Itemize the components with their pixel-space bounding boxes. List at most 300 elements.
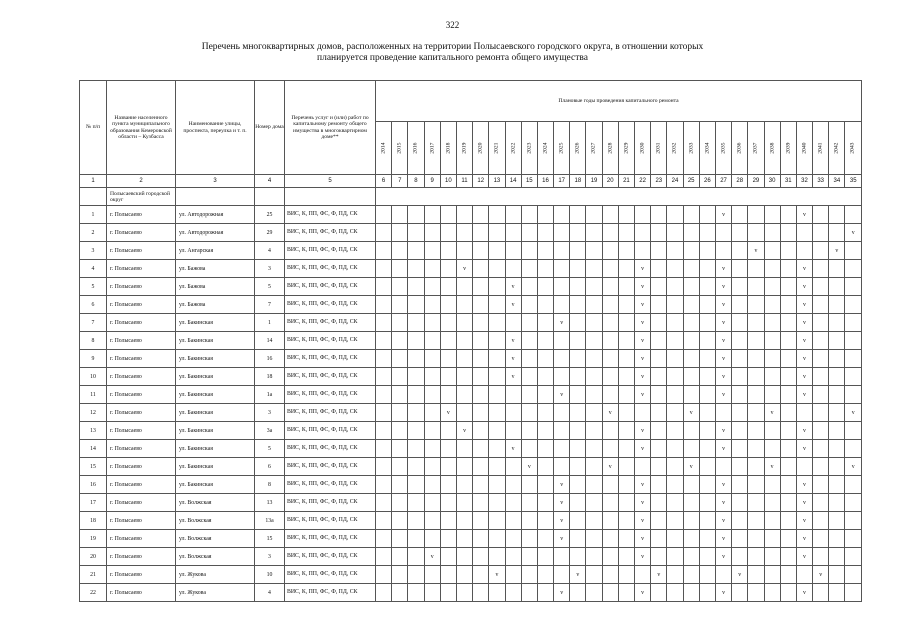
row-number: 17: [80, 494, 107, 512]
house-number: 29: [255, 224, 285, 242]
year-cell: [392, 458, 408, 476]
header-settlement: Название населенного пункта муниципального образования Кемеровской области – Кузбасса: [107, 81, 176, 175]
year-cell: [440, 512, 456, 530]
year-cell: [521, 242, 537, 260]
year-cell: [780, 458, 796, 476]
house-number: 5: [255, 440, 285, 458]
repair-year-mark: v: [796, 440, 812, 458]
year-cell: [699, 584, 715, 602]
column-number: 12: [473, 175, 489, 188]
street-name: ул. Бакинская: [176, 350, 255, 368]
year-header: [376, 122, 392, 175]
year-cell: [554, 206, 570, 224]
year-cell: [683, 476, 699, 494]
year-label: 2028: [607, 142, 614, 154]
year-header: [537, 122, 553, 175]
year-cell: [699, 296, 715, 314]
year-cell: [813, 584, 829, 602]
year-cell: [780, 422, 796, 440]
year-cell: [845, 584, 862, 602]
year-cell: [392, 512, 408, 530]
year-cell: [424, 278, 440, 296]
year-cell: [618, 242, 634, 260]
year-cell: [796, 566, 812, 584]
year-cell: [715, 242, 731, 260]
row-number: 7: [80, 314, 107, 332]
year-cell: [602, 368, 618, 386]
settlement-name: г. Полысаево: [107, 476, 176, 494]
year-cell: [392, 548, 408, 566]
house-number: 13: [255, 494, 285, 512]
year-label: 2031: [655, 142, 662, 154]
year-cell: [586, 206, 602, 224]
year-cell: [392, 368, 408, 386]
year-cell: [715, 458, 731, 476]
year-cell: [764, 368, 780, 386]
year-cell: [732, 548, 748, 566]
year-cell: [424, 314, 440, 332]
year-label: 2026: [574, 142, 581, 154]
year-cell: [618, 512, 634, 530]
row-number: 8: [80, 332, 107, 350]
year-cell: [554, 224, 570, 242]
repair-year-mark: v: [505, 278, 521, 296]
year-cell: [764, 278, 780, 296]
year-cell: [376, 512, 392, 530]
column-number: 35: [845, 175, 862, 188]
repair-year-mark: v: [813, 566, 829, 584]
year-cell: [489, 350, 505, 368]
year-cell: [829, 296, 845, 314]
year-cell: [618, 494, 634, 512]
year-cell: [780, 368, 796, 386]
year-header: [424, 122, 440, 175]
year-cell: [683, 296, 699, 314]
year-cell: [505, 566, 521, 584]
year-cell: [521, 404, 537, 422]
year-cell: [408, 260, 424, 278]
year-cell: [699, 350, 715, 368]
year-cell: [521, 548, 537, 566]
year-cell: [829, 314, 845, 332]
year-cell: [732, 242, 748, 260]
year-cell: [602, 386, 618, 404]
year-cell: [732, 206, 748, 224]
repair-year-mark: v: [635, 386, 651, 404]
year-cell: [618, 332, 634, 350]
year-cell: [667, 206, 683, 224]
year-cell: [505, 548, 521, 566]
year-header: [392, 122, 408, 175]
year-cell: [667, 404, 683, 422]
repair-year-mark: v: [635, 296, 651, 314]
year-cell: [521, 422, 537, 440]
year-cell: [570, 332, 586, 350]
year-cell: [570, 386, 586, 404]
year-cell: [376, 314, 392, 332]
column-number: 28: [732, 175, 748, 188]
repair-year-mark: v: [554, 476, 570, 494]
repair-year-mark: v: [635, 368, 651, 386]
year-cell: [570, 440, 586, 458]
repair-year-mark: v: [796, 530, 812, 548]
year-cell: [537, 494, 553, 512]
year-cell: [845, 332, 862, 350]
year-cell: [424, 440, 440, 458]
year-cell: [473, 476, 489, 494]
row-number: 16: [80, 476, 107, 494]
year-label: 2025: [558, 142, 565, 154]
year-cell: [537, 566, 553, 584]
year-cell: [424, 494, 440, 512]
year-cell: [440, 278, 456, 296]
year-cell: [667, 512, 683, 530]
column-number: 14: [505, 175, 521, 188]
document-title: [80, 42, 825, 64]
services-list: ВИС, К, ПП, ФС, Ф, ПД, СК: [285, 530, 376, 548]
year-cell: [748, 530, 764, 548]
year-cell: [586, 422, 602, 440]
year-cell: [829, 368, 845, 386]
table-row: [80, 332, 862, 350]
street-name: ул. Волжская: [176, 512, 255, 530]
year-cell: [440, 206, 456, 224]
year-cell: [780, 260, 796, 278]
year-cell: [813, 440, 829, 458]
year-cell: [618, 548, 634, 566]
repair-year-mark: v: [715, 206, 731, 224]
year-cell: [473, 278, 489, 296]
year-cell: [376, 206, 392, 224]
year-cell: [748, 512, 764, 530]
year-cell: [440, 584, 456, 602]
year-cell: [829, 476, 845, 494]
year-cell: [699, 458, 715, 476]
year-cell: [570, 458, 586, 476]
year-cell: [424, 332, 440, 350]
year-cell: [376, 242, 392, 260]
year-cell: [699, 368, 715, 386]
year-label: 2043: [850, 142, 857, 154]
year-cell: [408, 422, 424, 440]
year-cell: [521, 386, 537, 404]
year-cell: [586, 260, 602, 278]
year-cell: [489, 314, 505, 332]
title-line-2: планируется проведение капитального ремонта общего имущества: [317, 53, 588, 63]
year-cell: [651, 368, 667, 386]
year-label: 2014: [380, 142, 387, 154]
year-cell: [521, 260, 537, 278]
year-cell: [408, 242, 424, 260]
year-cell: [376, 332, 392, 350]
year-header: [667, 122, 683, 175]
year-cell: [489, 584, 505, 602]
year-cell: [602, 422, 618, 440]
year-cell: [376, 368, 392, 386]
year-cell: [392, 440, 408, 458]
column-number: 8: [408, 175, 424, 188]
repair-year-mark: v: [505, 368, 521, 386]
house-number: 3: [255, 548, 285, 566]
year-cell: [376, 260, 392, 278]
house-number: 15: [255, 530, 285, 548]
column-number: 4: [255, 175, 285, 188]
year-cell: [813, 494, 829, 512]
year-cell: [554, 548, 570, 566]
column-number: 34: [829, 175, 845, 188]
year-cell: [554, 404, 570, 422]
year-cell: [489, 278, 505, 296]
settlement-name: г. Полысаево: [107, 512, 176, 530]
year-cell: [440, 548, 456, 566]
year-cell: [764, 422, 780, 440]
year-cell: [780, 494, 796, 512]
year-cell: [537, 476, 553, 494]
column-number: 10: [440, 175, 456, 188]
year-cell: [602, 440, 618, 458]
year-cell: [732, 476, 748, 494]
year-cell: [813, 422, 829, 440]
year-cell: [780, 440, 796, 458]
row-number: 13: [80, 422, 107, 440]
year-cell: [489, 440, 505, 458]
year-cell: [554, 458, 570, 476]
year-cell: [780, 242, 796, 260]
settlement-name: г. Полысаево: [107, 314, 176, 332]
table-row: [80, 566, 862, 584]
repair-year-mark: v: [715, 476, 731, 494]
repair-year-mark: v: [635, 332, 651, 350]
year-cell: [521, 278, 537, 296]
year-cell: [392, 494, 408, 512]
repair-year-mark: v: [796, 278, 812, 296]
repair-year-mark: v: [554, 512, 570, 530]
year-cell: [586, 404, 602, 422]
year-cell: [618, 206, 634, 224]
column-number: 33: [813, 175, 829, 188]
year-cell: [456, 476, 472, 494]
table-row: [80, 458, 862, 476]
year-cell: [456, 350, 472, 368]
house-number: 5: [255, 278, 285, 296]
year-cell: [424, 458, 440, 476]
year-cell: [829, 458, 845, 476]
year-cell: [748, 368, 764, 386]
row-number: 1: [80, 206, 107, 224]
year-cell: [440, 242, 456, 260]
year-cell: [683, 224, 699, 242]
table-row: [80, 548, 862, 566]
year-cell: [699, 512, 715, 530]
year-cell: [505, 224, 521, 242]
year-cell: [732, 440, 748, 458]
year-cell: [505, 206, 521, 224]
year-cell: [748, 422, 764, 440]
year-cell: [586, 386, 602, 404]
table-row: [80, 422, 862, 440]
year-label: 2019: [461, 142, 468, 154]
year-cell: [586, 224, 602, 242]
settlement-name: г. Полысаево: [107, 386, 176, 404]
year-cell: [683, 206, 699, 224]
street-name: ул. Бакинская: [176, 314, 255, 332]
repair-year-mark: v: [764, 458, 780, 476]
year-cell: [699, 494, 715, 512]
year-cell: [489, 530, 505, 548]
year-cell: [586, 314, 602, 332]
repair-year-mark: v: [505, 350, 521, 368]
year-cell: [699, 440, 715, 458]
services-list: ВИС, К, ПП, ФС, Ф, ПД, СК: [285, 440, 376, 458]
year-cell: [683, 242, 699, 260]
year-cell: [699, 332, 715, 350]
year-cell: [424, 206, 440, 224]
year-cell: [780, 584, 796, 602]
year-cell: [602, 206, 618, 224]
year-cell: [764, 224, 780, 242]
year-label: 2023: [526, 142, 533, 154]
repair-year-mark: v: [796, 350, 812, 368]
year-cell: [667, 386, 683, 404]
year-cell: [667, 548, 683, 566]
year-cell: [845, 260, 862, 278]
repair-year-mark: v: [489, 566, 505, 584]
services-list: ВИС, К, ПП, ФС, Ф, ПД, СК: [285, 296, 376, 314]
year-cell: [635, 458, 651, 476]
year-cell: [424, 350, 440, 368]
column-number: 18: [570, 175, 586, 188]
house-number: 4: [255, 242, 285, 260]
column-number: 7: [392, 175, 408, 188]
year-cell: [748, 458, 764, 476]
year-cell: [473, 458, 489, 476]
year-cell: [796, 224, 812, 242]
year-cell: [521, 494, 537, 512]
repair-year-mark: v: [715, 494, 731, 512]
year-cell: [829, 440, 845, 458]
row-number: 4: [80, 260, 107, 278]
year-cell: [667, 476, 683, 494]
repair-year-mark: v: [796, 422, 812, 440]
services-list: ВИС, К, ПП, ФС, Ф, ПД, СК: [285, 422, 376, 440]
year-cell: [813, 278, 829, 296]
year-cell: [699, 548, 715, 566]
settlement-name: г. Полысаево: [107, 224, 176, 242]
house-number: 3: [255, 404, 285, 422]
year-cell: [537, 458, 553, 476]
column-number: 24: [667, 175, 683, 188]
year-cell: [651, 530, 667, 548]
services-list: ВИС, К, ПП, ФС, Ф, ПД, СК: [285, 224, 376, 242]
year-cell: [602, 530, 618, 548]
year-cell: [376, 278, 392, 296]
year-cell: [667, 224, 683, 242]
year-cell: [667, 350, 683, 368]
year-cell: [683, 278, 699, 296]
year-cell: [845, 296, 862, 314]
year-cell: [440, 440, 456, 458]
year-cell: [780, 386, 796, 404]
house-number: 25: [255, 206, 285, 224]
year-cell: [505, 422, 521, 440]
table-row: [80, 350, 862, 368]
year-cell: [554, 566, 570, 584]
year-cell: [537, 206, 553, 224]
year-cell: [683, 332, 699, 350]
year-cell: [602, 296, 618, 314]
street-name: ул. Бажова: [176, 260, 255, 278]
year-cell: [699, 422, 715, 440]
row-number: 12: [80, 404, 107, 422]
year-cell: [829, 584, 845, 602]
year-cell: [570, 314, 586, 332]
year-cell: [392, 278, 408, 296]
street-name: ул. Бакинская: [176, 332, 255, 350]
year-cell: [845, 278, 862, 296]
row-number: 22: [80, 584, 107, 602]
year-cell: [845, 206, 862, 224]
year-cell: [408, 566, 424, 584]
year-cell: [651, 242, 667, 260]
column-number: 32: [796, 175, 812, 188]
year-cell: [570, 260, 586, 278]
year-cell: [521, 296, 537, 314]
year-label: 2041: [817, 142, 824, 154]
year-cell: [586, 332, 602, 350]
settlement-name: г. Полысаево: [107, 278, 176, 296]
year-cell: [570, 584, 586, 602]
year-cell: [618, 440, 634, 458]
year-label: 2018: [445, 142, 452, 154]
year-cell: [505, 260, 521, 278]
repair-year-mark: v: [635, 440, 651, 458]
year-cell: [618, 314, 634, 332]
year-cell: [732, 350, 748, 368]
year-cell: [456, 548, 472, 566]
year-cell: [521, 332, 537, 350]
year-cell: [683, 260, 699, 278]
year-header: [829, 122, 845, 175]
header-services: Перечень услуг и (или) работ по капитальному ремонту общего имущества в многоквартирном доме**: [285, 81, 376, 175]
year-cell: [748, 224, 764, 242]
year-cell: [473, 512, 489, 530]
year-label: 2032: [671, 142, 678, 154]
repair-year-mark: v: [554, 314, 570, 332]
year-cell: [813, 206, 829, 224]
year-cell: [408, 440, 424, 458]
year-cell: [732, 368, 748, 386]
repair-year-mark: v: [635, 278, 651, 296]
year-cell: [845, 476, 862, 494]
street-name: ул. Бакинская: [176, 386, 255, 404]
year-cell: [505, 530, 521, 548]
year-header: [764, 122, 780, 175]
year-cell: [683, 440, 699, 458]
year-cell: [440, 368, 456, 386]
settlement-name: г. Полысаево: [107, 548, 176, 566]
services-list: ВИС, К, ПП, ФС, Ф, ПД, СК: [285, 386, 376, 404]
year-cell: [424, 296, 440, 314]
year-cell: [780, 566, 796, 584]
year-cell: [667, 296, 683, 314]
repair-year-mark: v: [715, 350, 731, 368]
repair-year-mark: v: [715, 530, 731, 548]
year-cell: [408, 350, 424, 368]
settlement-name: г. Полысаево: [107, 350, 176, 368]
services-list: ВИС, К, ПП, ФС, Ф, ПД, СК: [285, 350, 376, 368]
column-number: 5: [285, 175, 376, 188]
row-number: 5: [80, 278, 107, 296]
